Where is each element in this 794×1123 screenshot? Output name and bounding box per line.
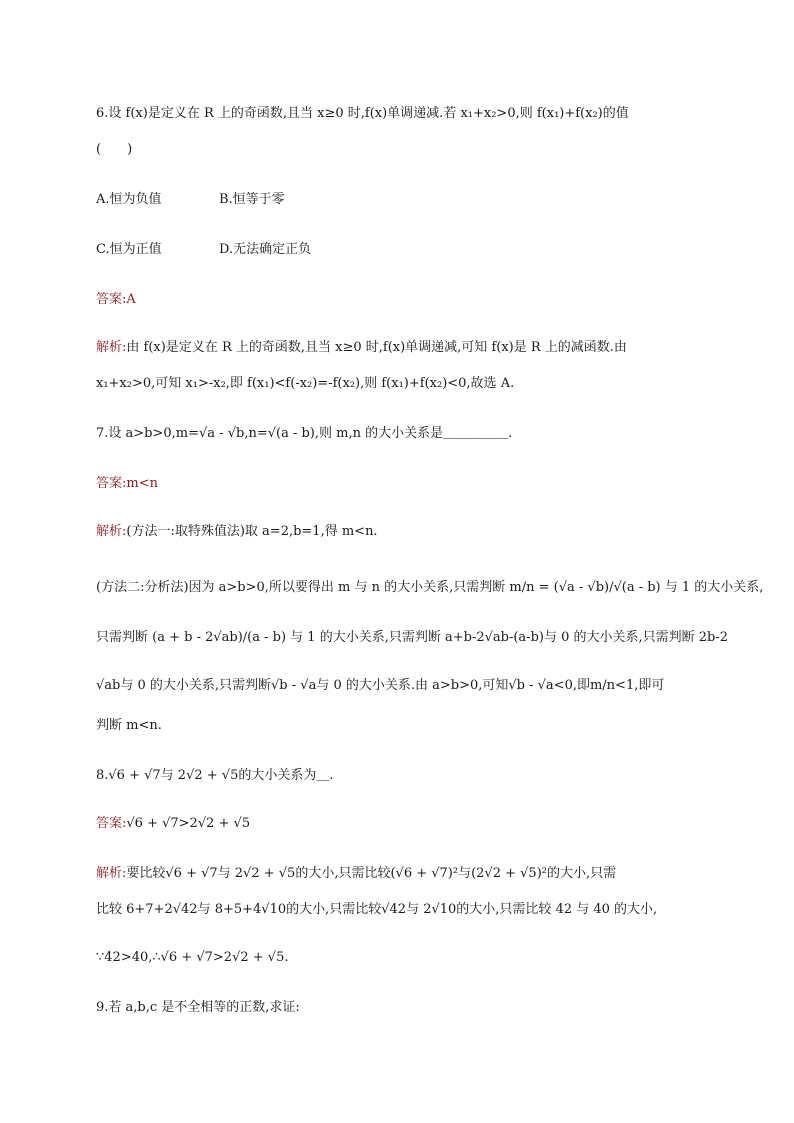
q7-method-2-line-1: (方法二:分析法)因为 a>b>0,所以要得出 m 与 n 的大小关系,只需判断 m/n = (√a - √b)/√(a - b) 与 1 的大小关系, <box>96 580 764 595</box>
q7-answer-value: m<n <box>126 476 158 491</box>
q9-stem: 9.若 a,b,c 是不全相等的正数,求证: <box>96 1000 300 1015</box>
q6-answer-bracket: ( ) <box>96 142 133 157</box>
q8-analysis-line-3: ∵42>40,∴√6 + √7>2√2 + √5. <box>96 950 289 965</box>
q8-answer-value: √6 + √7>2√2 + √5 <box>126 816 251 831</box>
q6-option-a: A.恒为负值 <box>96 192 162 207</box>
q8-analysis-text-1: 要比较√6 + √7与 2√2 + √5的大小,只需比较(√6 + √7)²与(2√2 + √5)²的大小,只需 <box>126 866 617 881</box>
q7-stem: 7.设 a>b>0,m=√a - √b,n=√(a - b),则 m,n 的大小关系是＿＿＿＿＿. <box>96 426 513 441</box>
q7-method-1-text: (方法一:取特殊值法)取 a=2,b=1,得 m<n. <box>126 524 378 539</box>
q7-answer-label: 答案: <box>96 476 127 491</box>
q7-analysis-method-1 <box>96 522 378 542</box>
q8-analysis-line-1 <box>96 864 616 884</box>
q7-answer <box>96 474 158 494</box>
q6-answer-value: A <box>126 292 136 307</box>
q6-answer-label: 答案: <box>96 292 127 307</box>
q6-option-c: C.恒为正值 <box>96 242 162 257</box>
q7-method-2-line-3: √ab与 0 的大小关系,只需判断√b - √a与 0 的大小关系.由 a>b>0,可知√b - √a<0,即m/n<1,即可 <box>96 678 665 693</box>
q6-stem-text: 6.设 f(x)是定义在 R 上的奇函数,且当 x≥0 时,f(x)单调递减.若 x₁+x₂>0,则 f(x₁)+f(x₂)的值 <box>96 106 629 121</box>
q8-answer-label: 答案: <box>96 816 127 831</box>
q8-analysis-label: 解析: <box>96 866 127 881</box>
q6-option-b: B.恒等于零 <box>219 192 285 207</box>
q6-analysis-label: 解析: <box>96 340 127 355</box>
q7-method-2-line-4: 判断 m<n. <box>96 718 162 733</box>
q8-stem: 8.√6 + √7与 2√2 + √5的大小关系为＿. <box>96 768 334 783</box>
q8-answer <box>96 814 250 834</box>
q7-analysis-label: 解析: <box>96 524 127 539</box>
q6-analysis-line-2: x₁+x₂>0,可知 x₁>-x₂,即 f(x₁)<f(-x₂)=-f(x₂),则 f(x₁)+f(x₂)<0,故选 A. <box>96 376 515 391</box>
q8-analysis-line-2: 比较 6+7+2√42与 8+5+4√10的大小,只需比较√42与 2√10的大小,只需比较 42 与 40 的大小, <box>96 902 658 917</box>
q6-analysis-line-1 <box>96 338 627 358</box>
q6-answer <box>96 290 136 310</box>
q6-option-d: D.无法确定正负 <box>219 242 312 257</box>
q7-method-2-line-2: 只需判断 (a + b - 2√ab)/(a - b) 与 1 的大小关系,只需判断 a+b-2√ab-(a-b)与 0 的大小关系,只需判断 2b-2 <box>96 630 729 645</box>
q6-analysis-text-1: 由 f(x)是定义在 R 上的奇函数,且当 x≥0 时,f(x)单调递减,可知 f(x)是 R 上的减函数.由 <box>126 340 627 355</box>
q6-stem <box>96 104 629 124</box>
